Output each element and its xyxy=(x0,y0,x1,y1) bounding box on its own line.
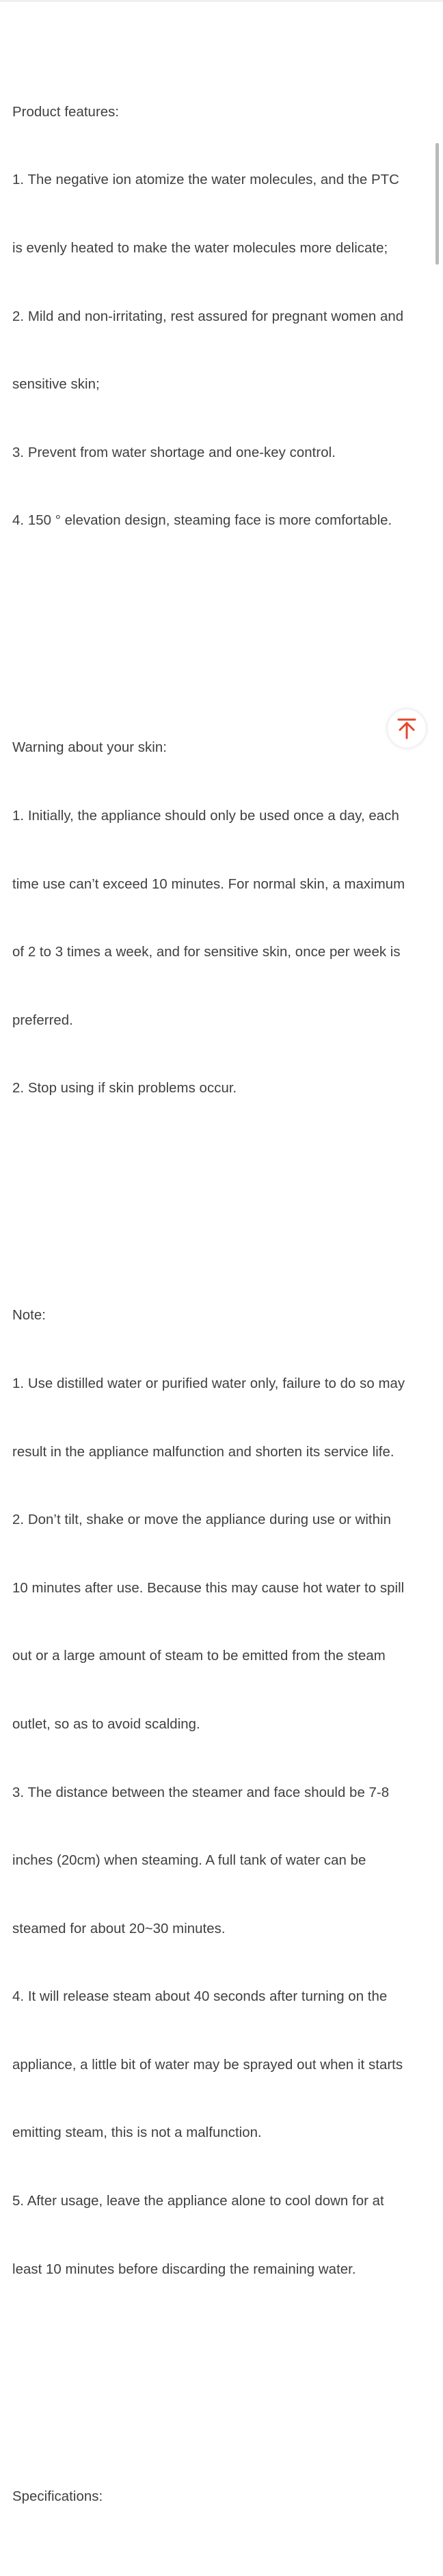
note-line: out or a large amount of steam to be emitted from the steam xyxy=(12,1648,386,1664)
warning-heading: Warning about your skin: xyxy=(12,740,167,756)
warning-line: time use can’t exceed 10 minutes. For normal skin, a maximum xyxy=(12,876,405,892)
back-to-top-button[interactable] xyxy=(388,709,426,748)
note-line: 5. After usage, leave the appliance alone to cool down for at xyxy=(12,2194,384,2209)
note-line: 1. Use distilled water or purified water only, failure to do so may xyxy=(12,1376,405,1391)
note-line: 3. The distance between the steamer and face should be 7-8 xyxy=(12,1785,390,1800)
vertical-scrollbar[interactable] xyxy=(435,143,439,265)
features-heading: Product features: xyxy=(12,104,120,120)
note-line: appliance, a little bit of water may be sprayed out when it starts xyxy=(12,2057,403,2073)
warning-line: 2. Stop using if skin problems occur. xyxy=(12,1081,237,1096)
features-line: 3. Prevent from water shortage and one-key control. xyxy=(12,445,336,460)
features-section xyxy=(12,55,433,578)
note-heading: Note: xyxy=(12,1308,46,1324)
note-line: inches (20cm) when steaming. A full tank of water can be xyxy=(12,1853,366,1869)
note-line: 10 minutes after use. Because this may cause hot water to spill xyxy=(12,1580,405,1596)
top-divider xyxy=(0,0,443,2)
specifications-section xyxy=(12,2440,433,2553)
note-line: 2. Don’t tilt, shake or move the appliance during use or within xyxy=(12,1512,391,1528)
warning-line: 1. Initially, the appliance should only be used once a day, each xyxy=(12,808,399,824)
note-line: steamed for about 20~30 minutes. xyxy=(12,1921,226,1936)
features-line: 4. 150 ° elevation design, steaming face is more comfortable. xyxy=(12,513,392,529)
warning-line: preferred. xyxy=(12,1012,73,1028)
features-line: sensitive skin; xyxy=(12,377,100,393)
features-line: 2. Mild and non-irritating, rest assured for pregnant women and xyxy=(12,308,404,324)
paragraph-gap xyxy=(12,623,433,646)
note-line: result in the appliance malfunction and shorten its service life. xyxy=(12,1444,394,1460)
features-line: 1. The negative ion atomize the water molecules, and the PTC xyxy=(12,172,399,188)
paragraph-gap xyxy=(12,2372,433,2395)
note-line: least 10 minutes before discarding the remaining water. xyxy=(12,2261,356,2277)
note-line: 4. It will release steam about 40 seconds after turning on the xyxy=(12,1989,388,2005)
note-line: emitting steam, this is not a malfunction. xyxy=(12,2125,262,2141)
warning-section xyxy=(12,692,433,1146)
paragraph-gap xyxy=(12,1191,433,1213)
warning-line: of 2 to 3 times a week, and for sensitive skin, once per week is xyxy=(12,945,401,960)
specifications-heading: Specifications: xyxy=(12,2488,103,2504)
arrow-up-to-top-icon xyxy=(397,709,417,741)
note-section xyxy=(12,1259,433,2326)
features-line: is evenly heated to make the water molecules more delicate; xyxy=(12,241,388,256)
note-line: outlet, so as to avoid scalding. xyxy=(12,1716,200,1732)
description-text xyxy=(12,10,433,2576)
